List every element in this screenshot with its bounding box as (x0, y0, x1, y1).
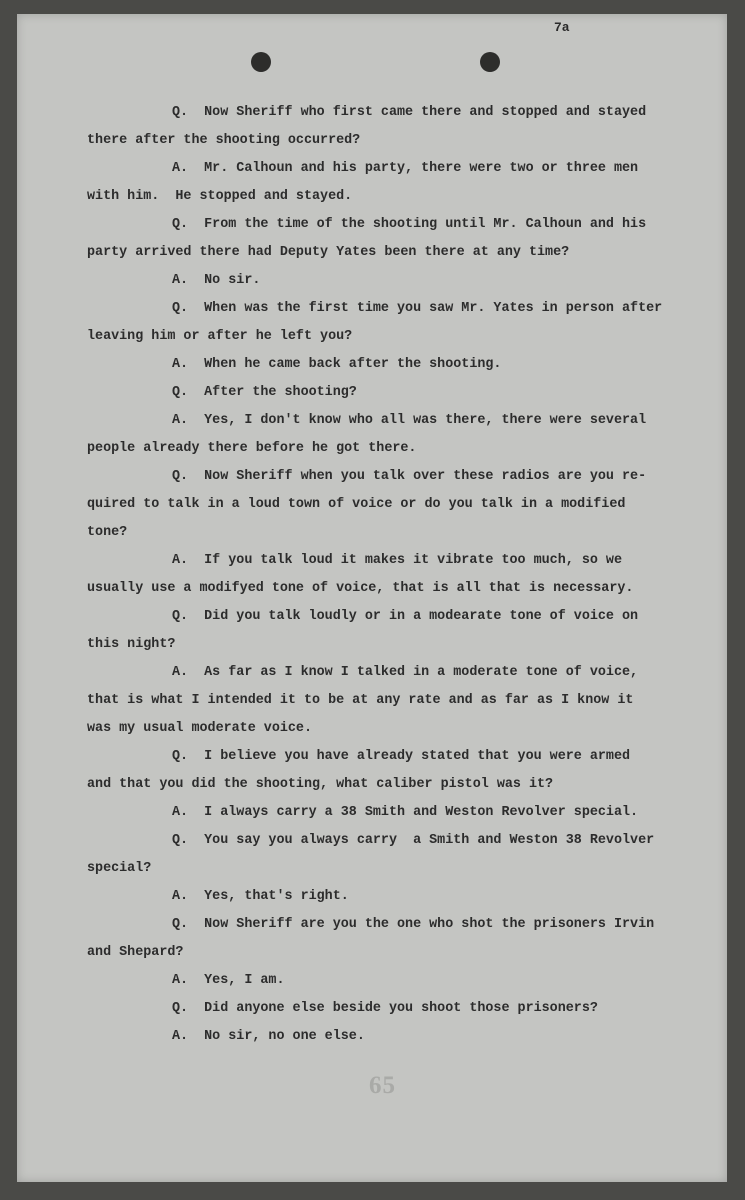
transcript-paragraph: Q. I believe you have already stated that you were armed and that you did the shooting, what caliber pistol was it? (87, 749, 631, 792)
transcript-paragraph: A. No sir. (172, 273, 261, 288)
punch-hole-right (480, 52, 500, 72)
transcript-paragraph: Q. Now Sheriff are you the one who shot the prisoners Irvin and Shepard? (87, 917, 655, 960)
transcript-paragraph: Q. You say you always carry a Smith and Weston 38 Revolver special? (87, 833, 655, 876)
transcript-paragraph: A. Mr. Calhoun and his party, there were two or three men with him. He stopped and stayed. (87, 161, 639, 204)
transcript-paragraph: Q. Now Sheriff when you talk over these radios are you re- quired to talk in a loud town of voice or do you talk in a modified tone? (87, 469, 647, 540)
transcript-paragraph: Q. Did you talk loudly or in a modearate tone of voice on this night? (87, 609, 639, 652)
page-number-stamp: 65 (369, 1072, 396, 1099)
transcript-body (87, 99, 687, 1051)
transcript-paragraph: A. When he came back after the shooting. (172, 357, 502, 372)
transcript-paragraph: A. Yes, that's right. (172, 889, 349, 904)
document-page (17, 14, 727, 1182)
transcript-paragraph: A. I always carry a 38 Smith and Weston Revolver special. (172, 805, 639, 820)
transcript-paragraph: Q. When was the first time you saw Mr. Yates in person after leaving him or after he left you? (87, 301, 663, 344)
transcript-paragraph: Q. After the shooting? (172, 385, 357, 400)
transcript-paragraph: A. If you talk loud it makes it vibrate too much, so we usually use a modifyed tone of voice, that is all that is necessary. (87, 553, 634, 596)
transcript-paragraph: A. As far as I know I talked in a moderate tone of voice, that is what I intended it to be at any rate and as far as I know it was my usual moderate voice. (87, 665, 639, 736)
page-marker: 7a (554, 20, 570, 35)
transcript-paragraph: A. No sir, no one else. (172, 1029, 365, 1044)
punch-hole-left (251, 52, 271, 72)
transcript-paragraph: A. Yes, I am. (172, 973, 285, 988)
transcript-paragraph: Q. Did anyone else beside you shoot those prisoners? (172, 1001, 598, 1016)
transcript-paragraph: A. Yes, I don't know who all was there, there were several people already there before he got there. (87, 413, 647, 456)
transcript-paragraph: Q. From the time of the shooting until Mr. Calhoun and his party arrived there had Deputy Yates been there at any time? (87, 217, 647, 260)
transcript-paragraph: Q. Now Sheriff who first came there and stopped and stayed there after the shooting occurred? (87, 105, 647, 148)
